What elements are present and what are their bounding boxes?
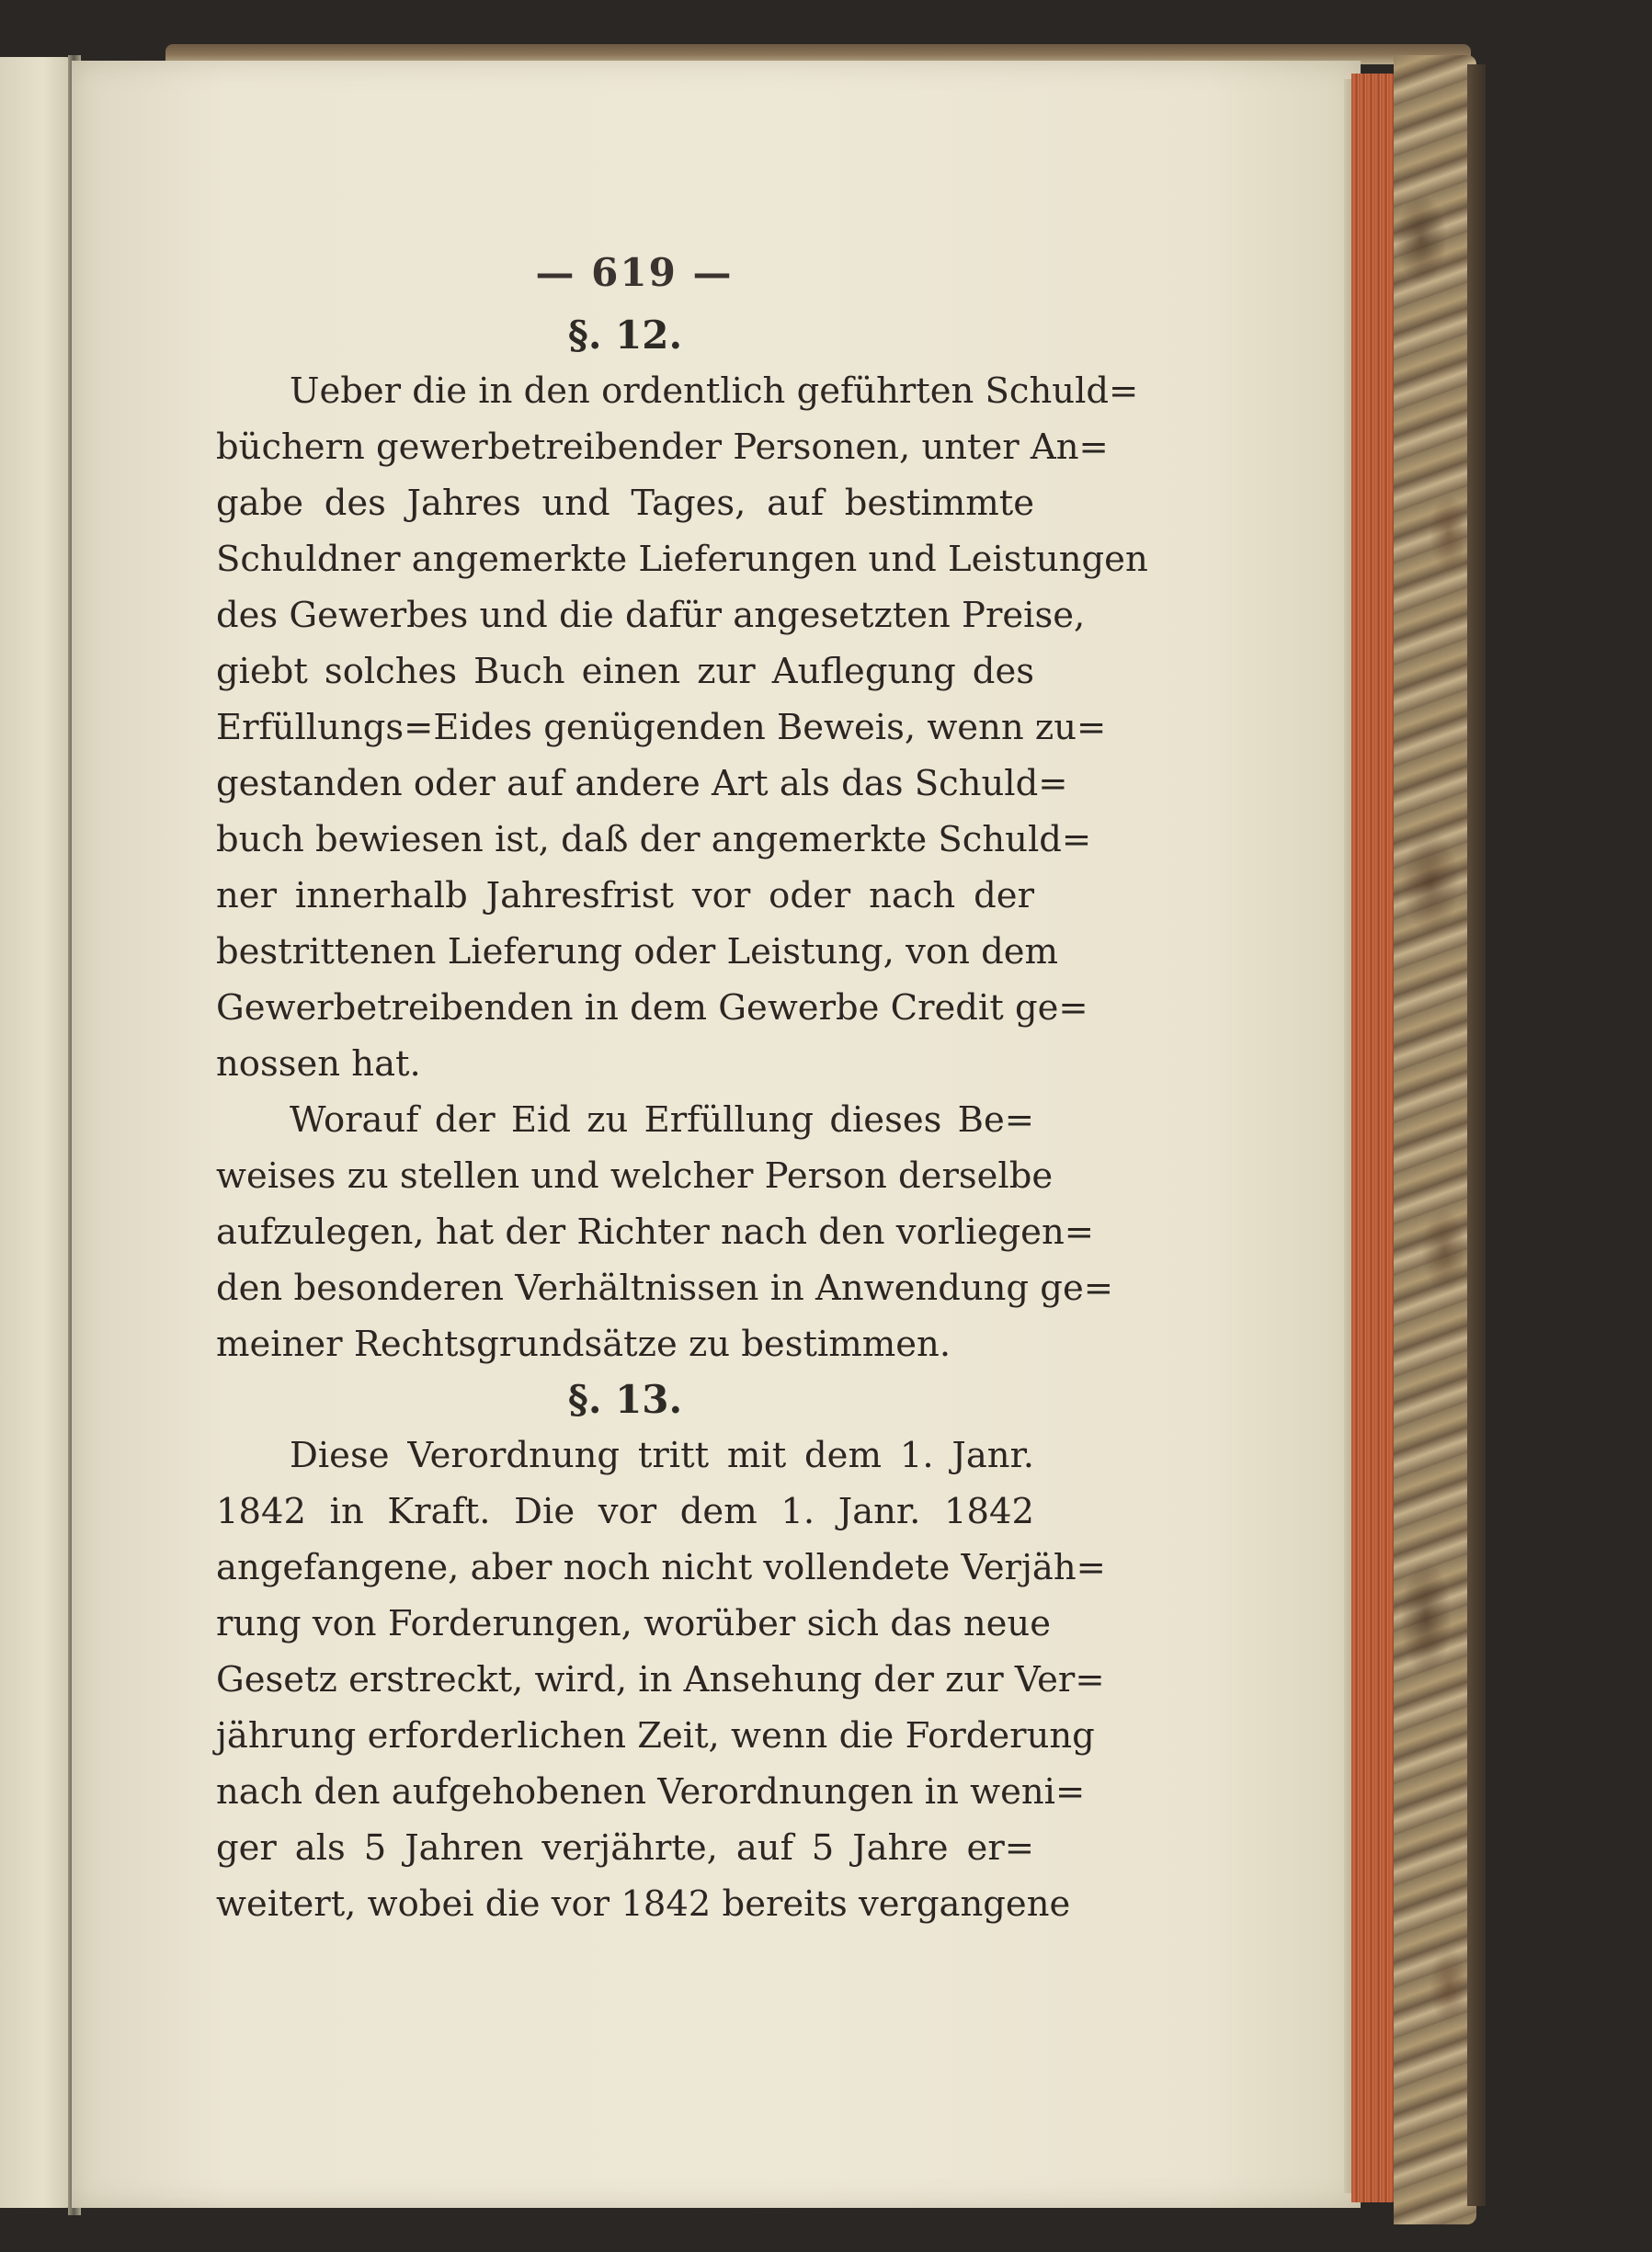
page-number: — 619 — [535, 250, 734, 295]
text-line: bestrittenen Lieferung oder Leistung, von dem [216, 931, 1059, 972]
text-line: gestanden oder auf andere Art als das Schuld= [216, 763, 1068, 804]
text-line: 1842 in Kraft. Die vor dem 1. Janr. 1842 [216, 1491, 1034, 1532]
text-line: nach den aufgehobenen Verordnungen in weni= [216, 1771, 1086, 1813]
text-line: angefangene, aber noch nicht vollendete Verjäh= [216, 1547, 1106, 1588]
text-line: Erfüllungs=Eides genügenden Beweis, wenn zu= [216, 707, 1107, 748]
facing-page-edge [0, 57, 72, 2208]
text-line: buch bewiesen ist, daß der angemerkte Schuld= [216, 819, 1092, 860]
text-line: meiner Rechtsgrundsätze zu bestimmen. [216, 1324, 951, 1365]
marbled-cover [1394, 55, 1476, 2224]
text-line: des Gewerbes und die dafür angesetzten Preise, [216, 595, 1086, 636]
text-line: den besonderen Verhältnissen in Anwendung ge= [216, 1268, 1113, 1309]
text-line: jährung erforderlichen Zeit, wenn die Forderung [216, 1715, 1095, 1757]
text-line: Diese Verordnung tritt mit dem 1. Janr. [290, 1435, 1034, 1476]
red-page-edges [1351, 74, 1396, 2202]
text-line: ger als 5 Jahren verjährte, auf 5 Jahre er= [216, 1827, 1034, 1869]
text-line: rung von Forderungen, worüber sich das neue [216, 1603, 1051, 1644]
paragraph [216, 1427, 1106, 1932]
text-line: Schuldner angemerkte Lieferungen und Leistungen [216, 539, 1148, 580]
text-line: Worauf der Eid zu Erfüllung dieses Be= [290, 1099, 1034, 1141]
paragraph [216, 363, 1148, 1092]
text-line: büchern gewerbetreibender Personen, unter An= [216, 427, 1109, 468]
text-line: weitert, wobei die vor 1842 bereits vergangene [216, 1883, 1071, 1925]
cover-outer-edge [1467, 64, 1486, 2206]
text-line: ner innerhalb Jahresfrist vor oder nach der [216, 875, 1034, 916]
text-line: Gewerbetreibenden in dem Gewerbe Credit ge= [216, 987, 1088, 1029]
page-text [216, 239, 1148, 1932]
text-line: weises zu stellen und welcher Person derselbe [216, 1155, 1054, 1197]
text-line: nossen hat. [216, 1043, 421, 1085]
text-line: aufzulegen, hat der Richter nach den vorliegen= [216, 1211, 1094, 1253]
section-heading-12: §. 12. [567, 313, 683, 358]
text-line: giebt solches Buch einen zur Auflegung des [216, 651, 1034, 692]
text-line: Ueber die in den ordentlich geführten Schuld= [290, 370, 1139, 412]
text-line: Gesetz erstreckt, wird, in Ansehung der zur Ver= [216, 1659, 1105, 1700]
section-heading-13: §. 13. [567, 1377, 683, 1422]
paragraph [216, 1092, 1113, 1372]
text-line: gabe des Jahres und Tages, auf bestimmte [216, 483, 1034, 524]
